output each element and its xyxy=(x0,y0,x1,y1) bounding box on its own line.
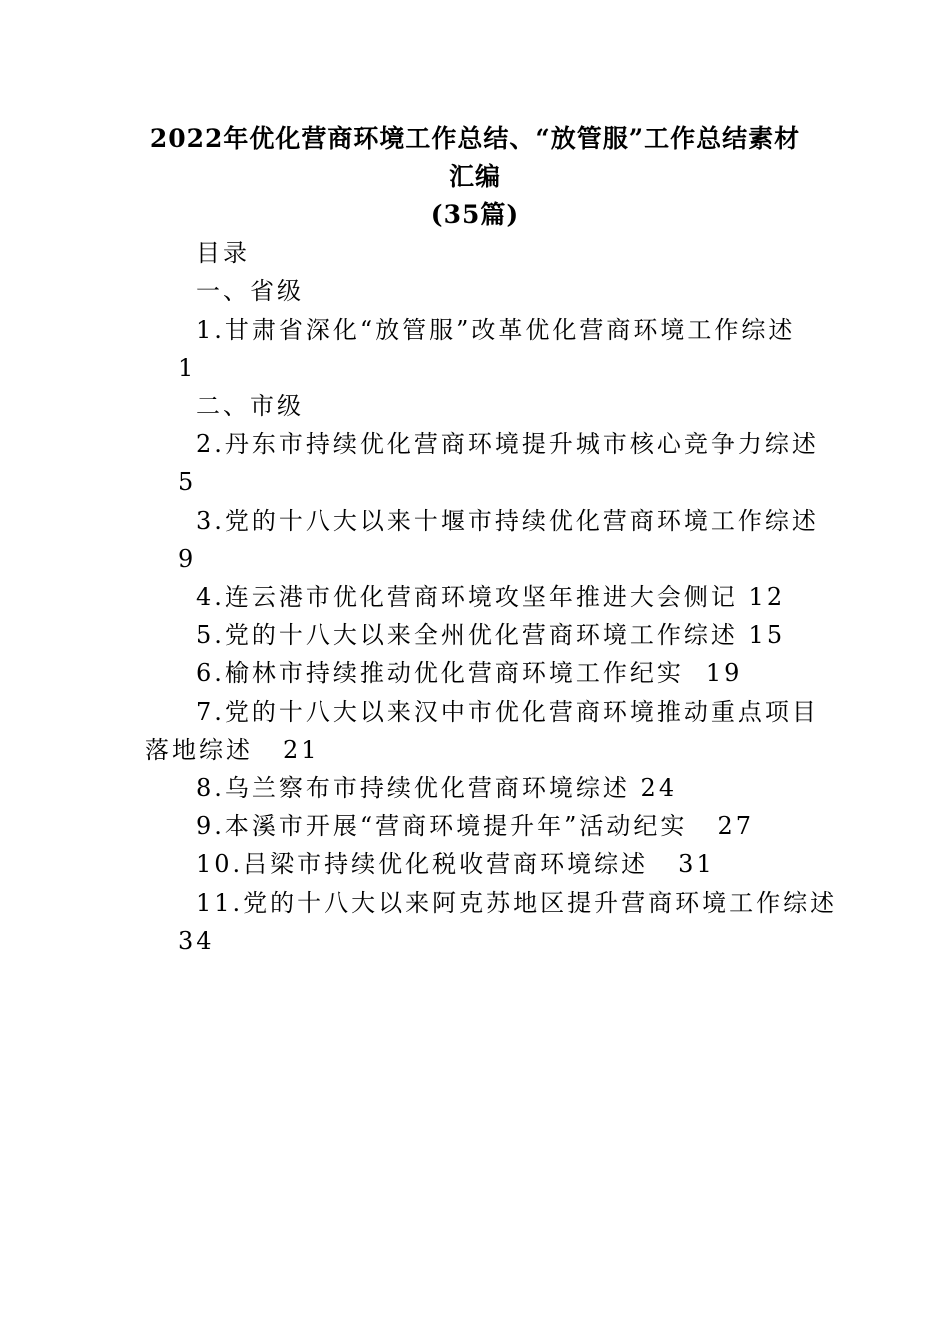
toc-section-municipal: 二、市级 xyxy=(196,392,304,420)
toc-item-7-continued xyxy=(145,731,320,769)
toc-item-10-title: 10.吕梁市持续优化税收营商环境综述 xyxy=(196,850,649,878)
toc-item-7[interactable] xyxy=(196,693,819,731)
toc-item-6-title: 6.榆林市持续推动优化营商环境工作纪实 xyxy=(196,659,684,687)
toc-item-10-page: 31 xyxy=(678,850,715,878)
toc-item-8-title: 8.乌兰察布市持续优化营商环境综述 xyxy=(196,774,630,802)
toc-item-4-title: 4.连云港市优化营商环境攻坚年推进大会侧记 xyxy=(196,583,738,611)
toc-item-7-title-a: 7.党的十八大以来汉中市优化营商环境推动重点项目 xyxy=(196,698,819,726)
toc-item-11-page: 34 xyxy=(178,927,215,955)
toc-item-8-page: 24 xyxy=(640,774,678,802)
document-title-count: (35篇) xyxy=(430,200,520,229)
toc-item-1-page: 1 xyxy=(178,354,197,382)
toc-item-3[interactable] xyxy=(196,502,819,540)
toc-item-9[interactable] xyxy=(196,807,754,845)
toc-item-2[interactable] xyxy=(196,425,819,463)
document-title-line-2: 汇编 xyxy=(448,162,501,191)
toc-item-6-page: 19 xyxy=(705,659,743,687)
toc-item-9-page: 27 xyxy=(717,812,754,840)
toc-item-10[interactable] xyxy=(196,845,715,883)
toc-item-3-page: 9 xyxy=(178,545,197,573)
toc-item-9-title: 9.本溪市开展“营商环境提升年”活动纪实 xyxy=(196,812,688,840)
toc-item-4[interactable] xyxy=(196,578,785,616)
toc-heading: 目录 xyxy=(196,239,250,267)
toc-section-provincial: 一、省级 xyxy=(196,277,304,305)
toc-item-2-page: 5 xyxy=(178,468,197,496)
toc-item-1-title: 1.甘肃省深化“放管服”改革优化营商环境工作综述 xyxy=(196,316,796,344)
toc-item-3-title: 3.党的十八大以来十堰市持续优化营商环境工作综述 xyxy=(196,507,819,535)
document-title-line-1: 2022年优化营商环境工作总结、“放管服”工作总结素材 xyxy=(149,124,801,153)
toc-item-11-title: 11.党的十八大以来阿克苏地区提升营商环境工作综述 xyxy=(196,889,838,917)
toc-item-5-title: 5.党的十八大以来全州优化营商环境工作综述 xyxy=(196,621,738,649)
toc-item-2-title: 2.丹东市持续优化营商环境提升城市核心竞争力综述 xyxy=(196,430,819,458)
toc-item-5-page: 15 xyxy=(748,621,786,649)
toc-item-11[interactable] xyxy=(196,884,837,922)
toc-item-8[interactable] xyxy=(196,769,677,807)
toc-item-1[interactable] xyxy=(196,311,795,349)
toc-item-7-page: 21 xyxy=(283,736,320,764)
toc-item-4-page: 12 xyxy=(748,583,786,611)
toc-item-7-title-b: 落地综述 xyxy=(145,736,253,764)
toc-item-6[interactable] xyxy=(196,654,742,692)
toc-item-5[interactable] xyxy=(196,616,785,654)
